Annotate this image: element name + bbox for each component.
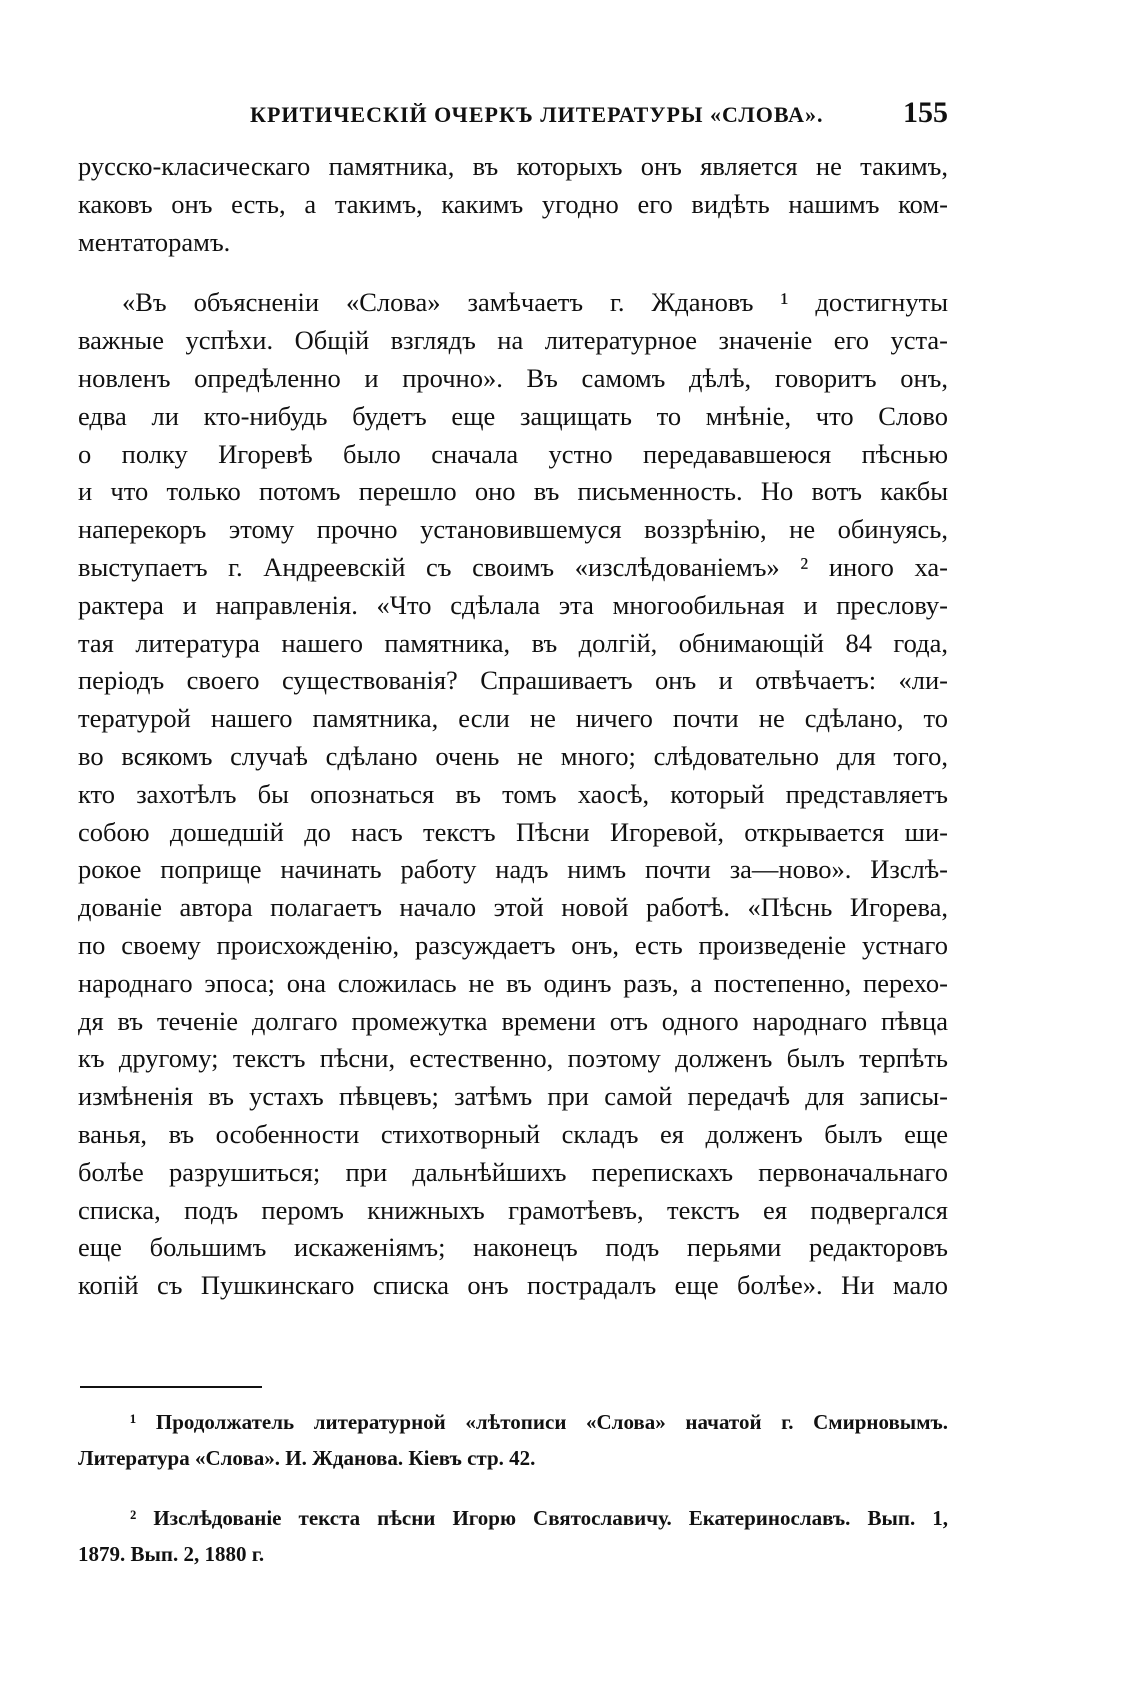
text-line: измѣненія въ устахъ пѣвцевъ; затѣмъ при самой передачѣ для записы- <box>78 1081 948 1112</box>
text-line: русско-класическаго памятника, въ которыхъ онъ является не такимъ, <box>78 151 948 181</box>
text-line: едва ли кто-нибудь будетъ еще защищать то мнѣніе, что Слово <box>78 400 948 431</box>
text-line: собою дошедшій до насъ текстъ Пѣсни Игоревой, открывается ши- <box>78 816 948 847</box>
text-line: о полку Игоревѣ было сначала устно передававшеюся пѣснью <box>78 438 948 469</box>
text-line: важные успѣхи. Общій взглядъ на литературное значеніе его уста- <box>78 325 948 356</box>
page-number: 155 <box>903 96 948 129</box>
text-line: выступаетъ г. Андреевскій съ своимъ «изслѣдованіемъ» ² иного ха- <box>78 551 948 582</box>
text-line: и что только потомъ перешло оно въ письменность. Но вотъ какбы <box>78 476 948 507</box>
text-line: дя въ теченіе долгаго промежутка времени отъ одного народнаго пѣвца <box>78 1005 948 1036</box>
footnote-2-line: 1879. Вып. 2, 1880 г. <box>78 1542 265 1566</box>
text-line: копій съ Пушкинскаго списка онъ пострадалъ еще болѣе». Ни мало <box>78 1270 948 1301</box>
running-title: КРИТИЧЕСКІЙ ОЧЕРКЪ ЛИТЕРАТУРЫ «СЛОВА». <box>250 102 824 127</box>
footnote-1-line: ¹ Продолжатель литературной «лѣтописи «Слова» начатой г. Смирновымъ. <box>130 1410 948 1434</box>
text-line: народнаго эпоса; она сложилась не въ одинъ разъ, а постепенно, перехо- <box>78 967 948 998</box>
text-line: каковъ онъ есть, а такимъ, какимъ угодно его видѣть нашимъ ком- <box>78 188 948 219</box>
text-line: ментаторамъ. <box>78 226 231 257</box>
page-header <box>78 96 948 136</box>
text-line: еще большимъ искаженіямъ; наконецъ подъ перьями редакторовъ <box>78 1232 948 1263</box>
text-line: ванья, въ особенности стихотворный складъ ея долженъ былъ еще <box>78 1118 948 1149</box>
footnote-divider <box>80 1386 262 1388</box>
text-line: списка, подъ перомъ книжныхъ грамотѣевъ, текстъ ея подвергался <box>78 1194 948 1225</box>
paragraph-gap <box>78 261 948 284</box>
footnote-gap <box>78 1476 948 1500</box>
text-line: болѣе разрушиться; при дальнѣйшихъ перепискахъ первоначальнаго <box>78 1156 948 1187</box>
text-line: кто захотѣлъ бы опознаться въ томъ хаосѣ, который представляетъ <box>78 778 948 809</box>
text-line: по своему происхожденію, разсуждаетъ онъ, есть произведеніе устнаго <box>78 929 948 960</box>
text-line: наперекоръ этому прочно установившемуся воззрѣнію, не обинуясь, <box>78 514 948 545</box>
text-line: новленъ опредѣленно и прочно». Въ самомъ дѣлѣ, говоритъ онъ, <box>78 362 948 393</box>
text-line: тературой нашего памятника, если не ничего почти не сдѣлано, то <box>78 703 948 734</box>
text-line: тая литература нашего памятника, въ долгій, обнимающій 84 года, <box>78 627 948 658</box>
text-line: во всякомъ случаѣ сдѣлано очень не много; слѣдовательно для того, <box>78 740 948 771</box>
text-line: рокое поприще начинать работу надъ нимъ почти за—ново». Изслѣ- <box>78 854 948 885</box>
footnote-1-line: Литература «Слова». И. Жданова. Кіевъ стр. 42. <box>78 1446 536 1470</box>
main-text <box>78 148 948 1305</box>
text-line: рактера и направленія. «Что сдѣлала эта многообильная и преслову- <box>78 589 948 620</box>
text-line: «Въ объясненіи «Слова» замѣчаетъ г. Ждановъ ¹ достигнуты <box>122 287 948 318</box>
text-line: къ другому; текстъ пѣсни, естественно, поэтому долженъ былъ терпѣть <box>78 1043 948 1074</box>
text-line: періодъ своего существованія? Спрашиваетъ онъ и отвѣчаетъ: «ли- <box>78 665 948 696</box>
footnote-2-line: ² Изслѣдованіе текста пѣсни Игорю Святославичу. Екатеринославъ. Вып. 1, <box>130 1506 948 1530</box>
footnotes <box>78 1404 948 1572</box>
text-line: дованіе автора полагаетъ начало этой новой работѣ. «Пѣснь Игорева, <box>78 892 948 923</box>
